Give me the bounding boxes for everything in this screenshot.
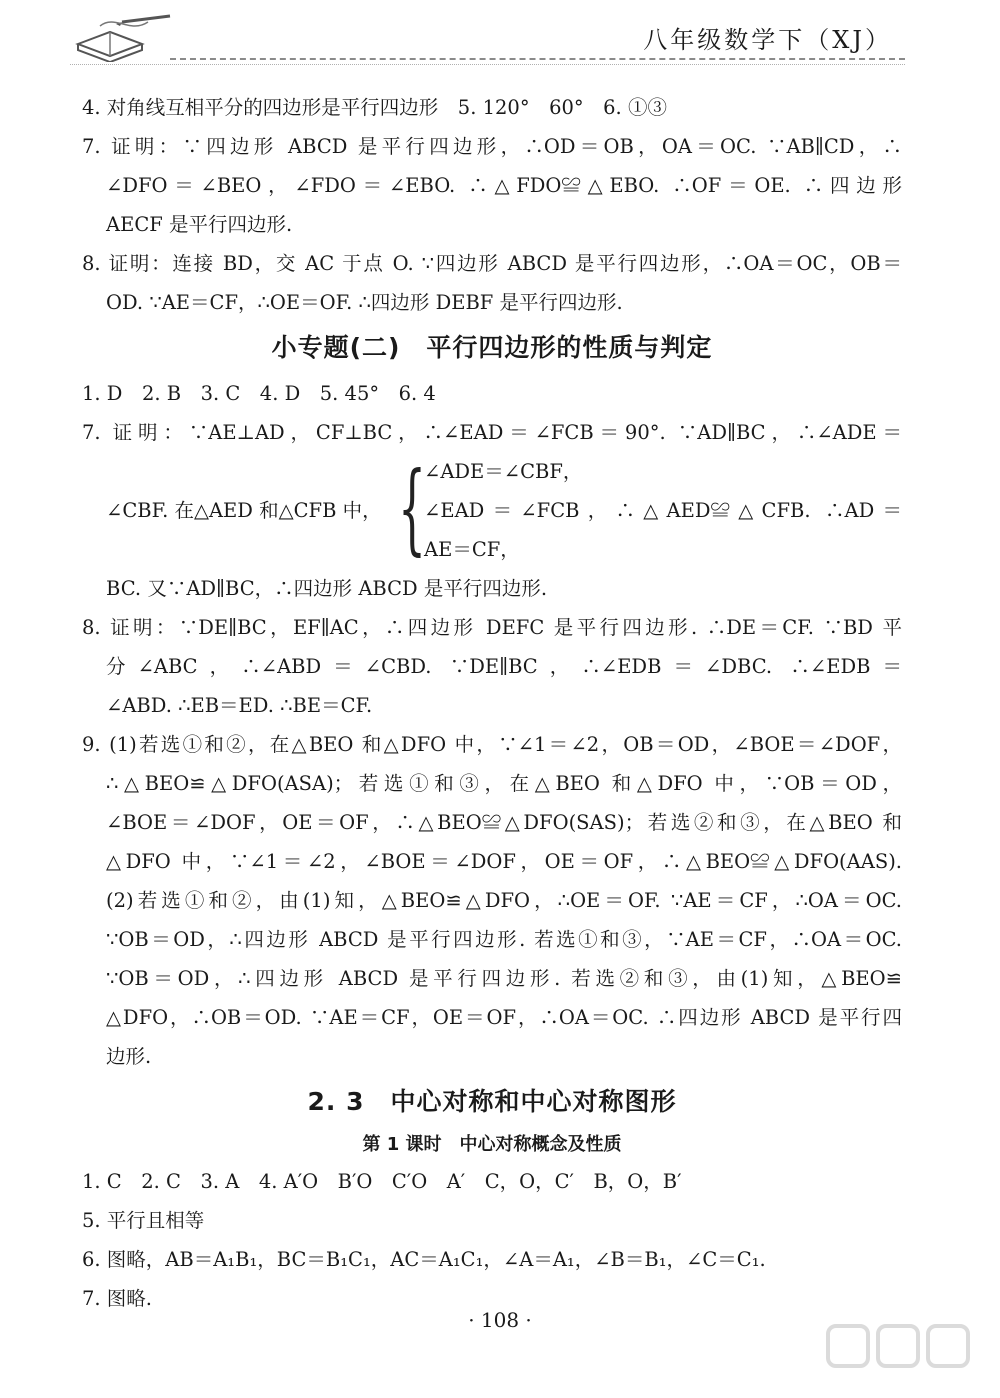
page-number: · 108 ·: [468, 1308, 532, 1332]
answer-line: 7. 证明：∵四边形 ABCD 是平行四边形，∴OD＝OB，OA＝OC. ∵AB∥CD，∴: [82, 135, 902, 158]
answer-line: ∵OB＝OD，∴四边形 ABCD 是平行四边形. 若选①和③，∵AE＝CF，∴OA＝OC.: [106, 928, 902, 951]
answer-line: ∠CBF. 在△AED 和△CFB 中，: [106, 499, 382, 522]
answer-line: 7. 图略.: [82, 1287, 153, 1310]
answer-line: OD. ∵AE＝CF，∴OE＝OF. ∴四边形 DEBF 是平行四边形.: [106, 291, 623, 314]
answer-line: ∠DFO＝∠BEO，∠FDO＝∠EBO. ∴△FDO≌△EBO. ∴OF＝OE. ∴四边形: [106, 174, 902, 197]
brace-conditions: [424, 452, 902, 569]
answer-content: [82, 88, 902, 1318]
section-title: 小专题(二) 平行四边形的性质与判定: [271, 333, 713, 362]
answer-line: 4. 对角线互相平分的四边形是平行四边形 5. 120° 60° 6. ①③: [82, 96, 667, 119]
answer-line: 8. 证明：连接 BD，交 AC 于点 O. ∵四边形 ABCD 是平行四边形，∴OA＝OC，OB＝: [82, 252, 902, 275]
answer-line: 5. 平行且相等: [82, 1209, 205, 1232]
answer-line: 分∠ABC，∴∠ABD＝∠CBD. ∵DE∥BC，∴∠EDB＝∠DBC. ∴∠EDB＝: [106, 655, 902, 678]
brace-condition: ∠EAD＝∠FCB，∴△AED≌△CFB. ∴AD＝: [424, 499, 902, 522]
header-title: 八年级数学下（XJ）: [643, 26, 892, 54]
answer-line: 1. D 2. B 3. C 4. D 5. 45° 6. 4: [82, 382, 436, 405]
answer-line: ∠ABD. ∴EB＝ED. ∴BE＝CF.: [106, 694, 373, 717]
brace-condition: ∠ADE＝∠CBF，: [424, 460, 583, 483]
answer-line: ∵OB＝OD，∴四边形 ABCD 是平行四边形. 若选②和③，由(1)知，△BEO≌: [106, 967, 902, 990]
header-divider-dotted: [70, 64, 905, 65]
answer-line: 8. 证明：∵DE∥BC，EF∥AC，∴四边形 DEFC 是平行四边形. ∴DE＝CF. ∵BD 平: [82, 616, 902, 639]
answer-line: 1. C 2. C 3. A 4. A′O B′O C′O A′ C，O，C′ B，O，B′: [82, 1170, 682, 1193]
watermark-logo: [820, 1320, 980, 1390]
answer-line: 6. 图略，AB＝A₁B₁，BC＝B₁C₁，AC＝A₁C₁，∠A＝A₁，∠B＝B₁，∠C＝C₁.: [82, 1248, 766, 1271]
book-pencil-logo: [70, 14, 180, 62]
brace-system: [82, 452, 902, 569]
answer-line: BC. 又∵AD∥BC，∴四边形 ABCD 是平行四边形.: [106, 577, 548, 600]
answer-line: △DFO，∴OB＝OD. ∵AE＝CF，OE＝OF，∴OA＝OC. ∴四边形 ABCD 是平行四: [106, 1006, 902, 1029]
answer-line: ∴△BEO≌△DFO(ASA)；若选①和③，在△BEO 和△DFO 中，∵OB＝OD，: [106, 772, 902, 795]
answer-line: ∠BOE＝∠DOF，OE＝OF，∴△BEO≌△DFO(SAS)；若选②和③，在△BEO 和: [106, 811, 902, 834]
answer-line: 边形.: [106, 1045, 152, 1068]
answer-line: 7. 证明：∵AE⊥AD，CF⊥BC，∴∠EAD＝∠FCB＝90°. ∵AD∥BC，∴∠ADE＝: [82, 421, 902, 444]
header-divider: [170, 58, 905, 60]
answer-line: △DFO 中，∵∠1＝∠2，∠BOE＝∠DOF，OE＝OF，∴△BEO≌△DFO(AAS).: [106, 850, 902, 873]
left-brace-symbol: {: [398, 452, 427, 566]
subsection-title: 第 1 课时 中心对称概念及性质: [362, 1134, 622, 1155]
section-title: 2. 3 中心对称和中心对称图形: [307, 1087, 677, 1116]
answer-line: AECF 是平行四边形.: [106, 213, 293, 236]
brace-condition: AE＝CF，: [424, 538, 520, 561]
answer-line: 9. (1)若选①和②，在△BEO 和△DFO 中，∵∠1＝∠2，OB＝OD，∠BOE＝∠DOF，: [82, 733, 902, 756]
answer-line: (2)若选①和②，由(1)知，△BEO≌△DFO，∴OE＝OF. ∵AE＝CF，∴OA＝OC.: [106, 889, 902, 912]
